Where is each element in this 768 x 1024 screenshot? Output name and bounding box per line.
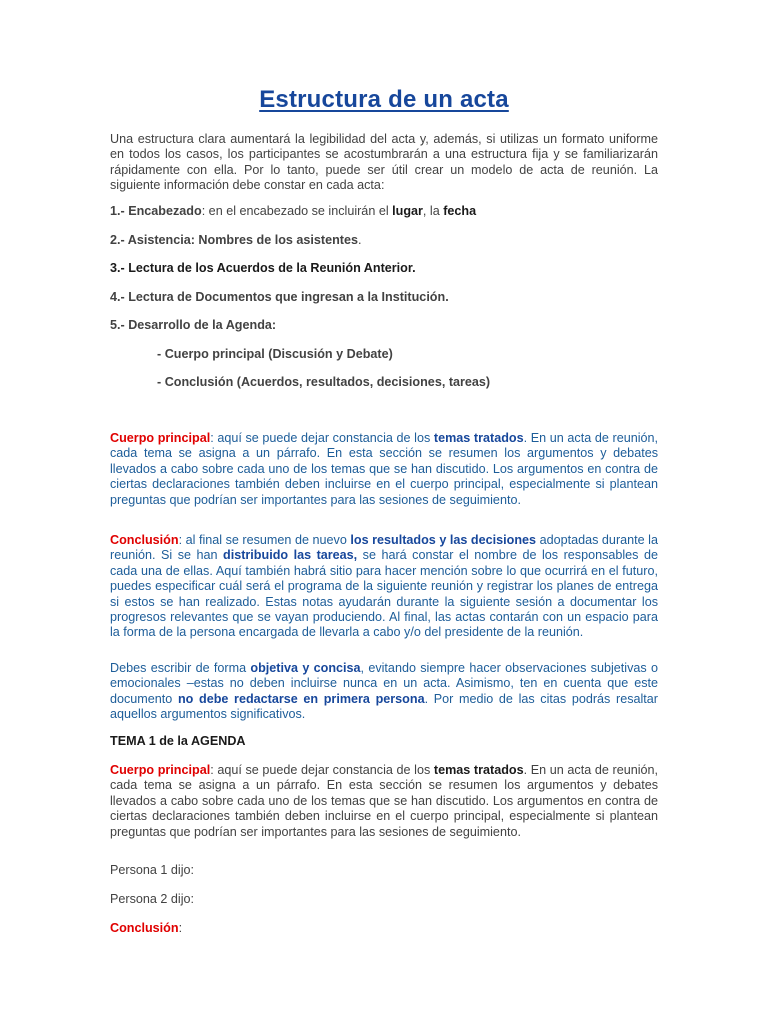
tema1-cuerpo-paragraph: [110, 763, 658, 840]
item2-label: 2.- Asistencia: Nombres de los asistentes: [110, 233, 359, 247]
tema1-conclusion-label: Conclusión: [110, 921, 179, 935]
persona-2-line: Persona 2 dijo:: [110, 892, 195, 906]
debes-primera-persona: no debe redactarse en primera persona: [177, 691, 425, 706]
page-title: Estructura de un acta: [259, 86, 509, 113]
sub2-label: - Conclusión (Acuerdos, resultados, decisiones, tareas): [157, 375, 491, 389]
item2-period: .: [358, 233, 362, 247]
item1-lugar: lugar: [392, 204, 423, 218]
tema1-heading: [110, 734, 658, 749]
list-item-1: [110, 204, 658, 219]
conclusion-label: Conclusión: [110, 533, 179, 547]
list-item-4: [110, 290, 658, 305]
debes-paragraph: [110, 661, 658, 723]
list-item-5: [110, 318, 658, 333]
tema1-text1: : aquí se puede dejar constancia de los: [210, 763, 434, 777]
conclusion-tareas: distribuido las tareas,: [223, 548, 358, 563]
conclusion-text1: : al final se resumen de nuevo: [178, 533, 351, 547]
tema1-cuerpo-label: Cuerpo principal: [110, 763, 211, 777]
sub-item-cuerpo: [157, 347, 637, 362]
item3-label: 3.- Lectura de los Acuerdos de la Reunión Anterior.: [110, 261, 416, 275]
conclusion-text3: se hará constar el nombre de los responsables de cada una de ellas. Aquí también habrá sitio para hacer mención sobre lo que ocurrirá en el futuro, puedes especificar cuál será el programa de la siguiente reunión y registrar los planes de entrega si estos se han realizado. Estas notas ayudarán durante la siguiente sesión a documentar los progresos relevantes que se vayan produciendo. Al final, las actas contarán con un espacio para la forma de la persona encargada de llevarla a cabo y/o del presidente de la reunión.: [110, 548, 658, 640]
debes-text2: , evitando siempre hacer observaciones subjetivas o emocionales –estas no deben incluirse nunca en un acta. Asimismo, ten en cuenta que este documento: [110, 661, 658, 706]
list-item-2: [110, 233, 658, 248]
conclusion-text2: adoptadas durante la reunión. Si se han: [110, 533, 658, 563]
tema1-conclusion-colon: :: [178, 921, 183, 935]
persona-1-line: Persona 1 dijo:: [110, 863, 195, 877]
item5-label: 5.- Desarrollo de la Agenda:: [110, 318, 277, 332]
list-item-3: [110, 261, 658, 276]
debes-objetiva: objetiva y concisa: [250, 661, 361, 675]
cuerpo-paragraph: [110, 431, 658, 508]
tema1-heading-text: TEMA 1 de la AGENDA: [110, 734, 246, 748]
item1-fecha: fecha: [443, 204, 477, 218]
cuerpo-temas-tratados: temas tratados: [433, 431, 524, 445]
tema1-temas-tratados: temas tratados: [433, 763, 524, 777]
cuerpo-text1: : aquí se puede dejar constancia de los: [210, 431, 434, 445]
intro-paragraph: Una estructura clara aumentará la legibilidad del acta y, además, si utilizas un formato uniforme en todos los casos, los participantes se acostumbrarán a una estructura fija y se familiarizarán rápidamente con ella. Por lo tanto, puede ser útil crear un modelo de acta de reunión. La siguiente información debe constar en cada acta:: [110, 132, 658, 193]
conclusion-paragraph: [110, 533, 658, 641]
item1-label: Encabezado: [128, 204, 202, 218]
debes-text3: . Por medio de las citas podrás resaltar aquellos argumentos significativos.: [110, 691, 658, 722]
item1-text: : en el encabezado se incluirán el: [201, 204, 393, 218]
tema1-conclusion-line: [110, 921, 658, 936]
cuerpo-label: Cuerpo principal: [110, 431, 211, 445]
item1-num: 1.-: [110, 204, 129, 218]
sub-item-conclusion: [157, 375, 637, 390]
item1-text2: , la: [422, 204, 444, 218]
item4-label: 4.- Lectura de Documentos que ingresan a la Institución.: [110, 290, 449, 304]
debes-text1: Debes escribir de forma: [110, 661, 251, 675]
conclusion-resultados: los resultados y las decisiones: [350, 533, 537, 547]
cuerpo-text2: . En un acta de reunión, cada tema se asigna a un párrafo. En esta sección se resumen los argumentos y debates llevados a cabo sobre cada uno de los temas que se han discutido. Los argumentos en contra de ciertas declaraciones también deben incluirse en el cuerpo principal, especialmente si plantean preguntas que podrían ser importantes para las sesiones de seguimiento.: [110, 431, 659, 507]
tema1-text2: . En un acta de reunión, cada tema se asigna a un párrafo. En esta sección se resumen los argumentos y debates llevados a cabo sobre cada uno de los temas que se han discutido. Los argumentos en contra de ciertas declaraciones también deben incluirse en el cuerpo principal, especialmente si plantean preguntas que podrían ser importantes para las sesiones de seguimiento.: [110, 763, 659, 839]
sub1-label: - Cuerpo principal (Discusión y Debate): [157, 347, 393, 361]
